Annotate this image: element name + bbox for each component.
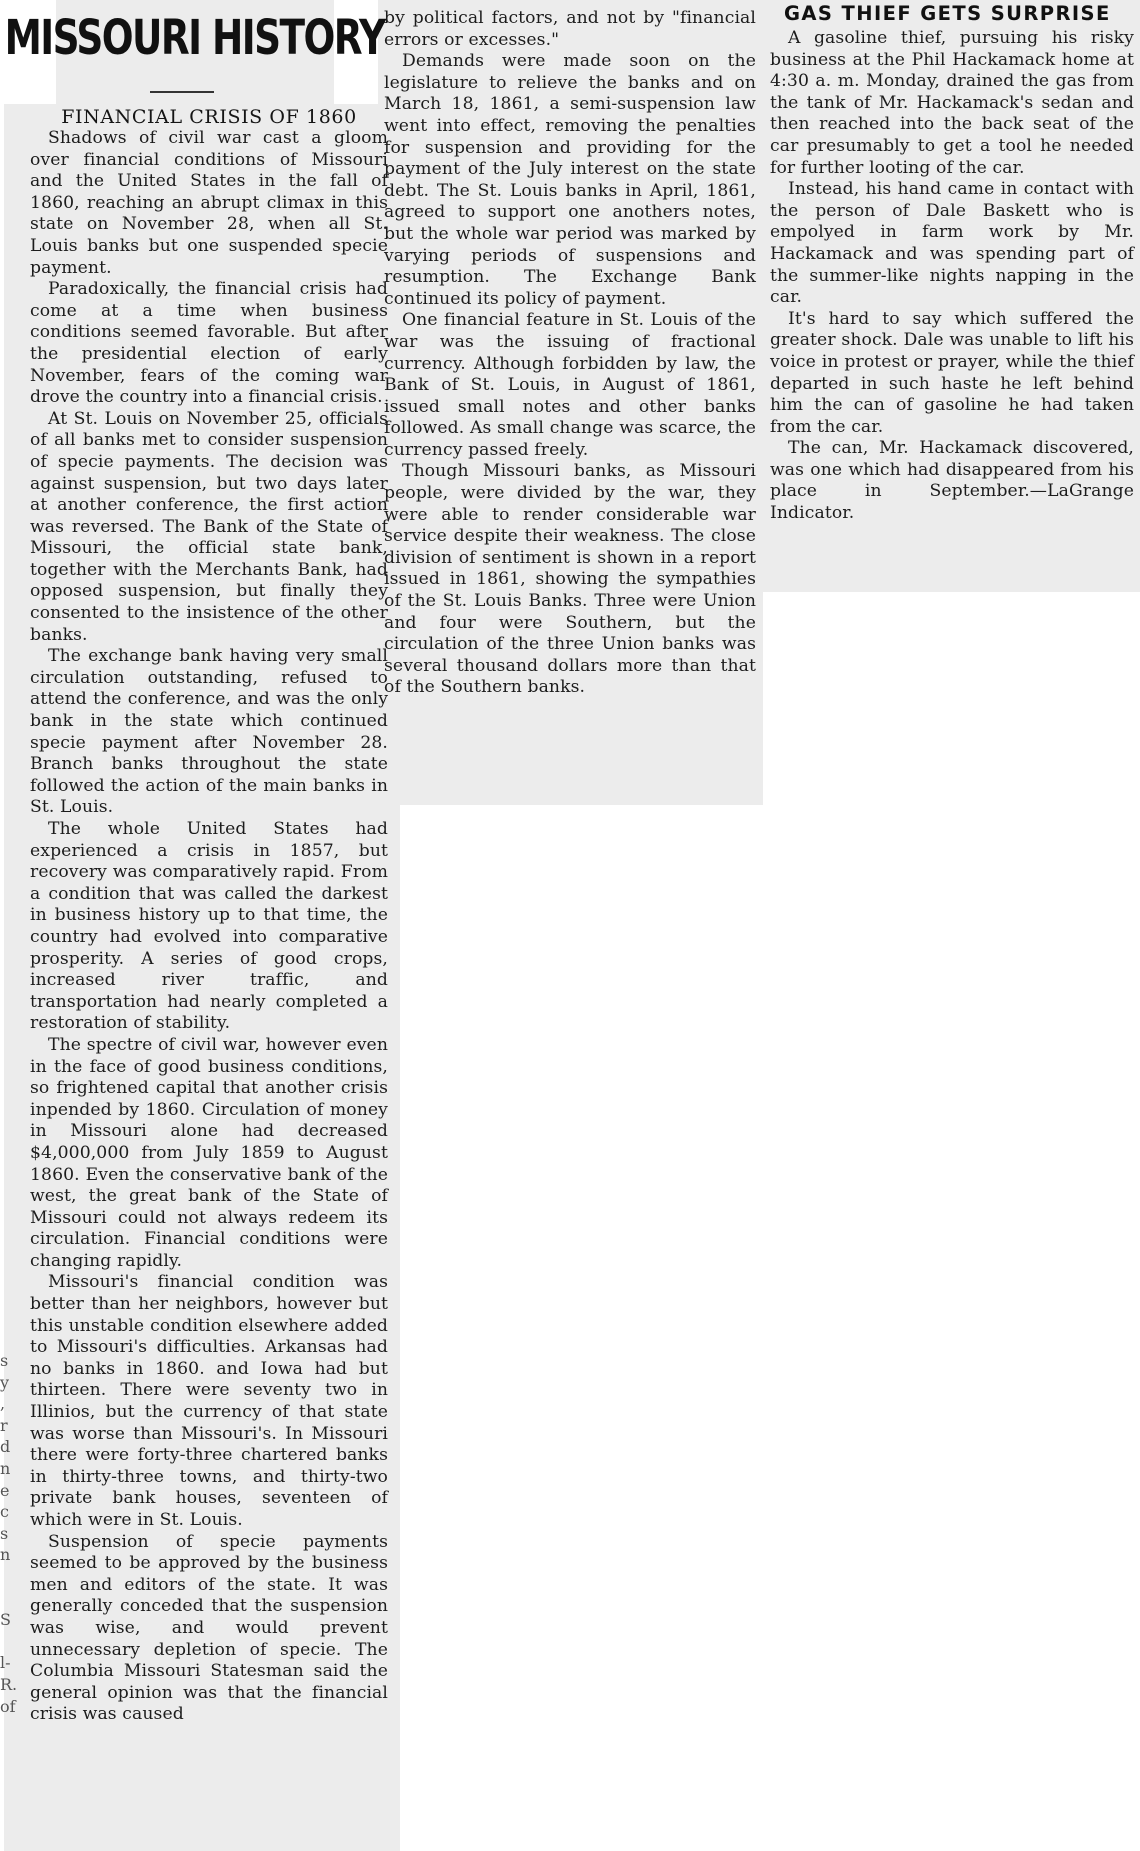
paragraph: At St. Louis on November 25, officials of all banks met to consider suspension of specie payments. The decision was against suspension, but two days later at another conference, the first action was reversed. The Bank of the State of Missouri, the official state bank, together with the Merchants Bank, had opposed suspension, but finally they consented to the insistence of the other banks.	[30, 408, 388, 645]
paragraph: by political factors, and not by "financial errors or excesses."	[384, 8, 756, 50]
margin-fragment	[0, 1631, 22, 1653]
margin-fragment: l-	[0, 1653, 11, 1673]
paragraph: Shadows of civil war cast a gloom over financial conditions of Missouri and the United States in the fall of 1860, reaching an abrupt climax in this state on November 28, when all St. Louis banks but one suspended specie payment.	[30, 128, 388, 278]
article-subhead: FINANCIAL CRISIS OF 1860	[61, 106, 357, 128]
masthead	[5, 6, 386, 70]
margin-fragment: ,	[0, 1394, 6, 1414]
margin-fragment: S	[0, 1610, 11, 1630]
paragraph: Though Missouri banks, as Missouri people, were divided by the war, they were able to render considerable war service despite their weakness. The close division of sentiment is shown in a report issued in 1861, showing the sympathies of the St. Louis Banks. Three were Union and four were Southern, but the circulation of the three Union banks was several thousand dollars more than that of the Southern banks.	[384, 461, 756, 698]
paragraph: The exchange bank having very small circulation outstanding, refused to attend the conference, and was the only bank in the state which continued specie payment after November 28. Branch banks throughout the state followed the action of the main banks in St. Louis.	[30, 646, 388, 818]
paragraph: One financial feature in St. Louis of the war was the issuing of fractional currency. Although forbidden by law, the Bank of St. Louis, in August of 1861, issued small notes and other banks followed. As small change was scarce, the currency passed freely.	[384, 310, 756, 460]
margin-fragment: s	[0, 1523, 9, 1543]
column-2-body	[384, 8, 756, 699]
margin-fragment: n	[0, 1545, 11, 1565]
margin-fragment: s	[0, 1351, 9, 1370]
paragraph: Instead, his hand came in contact with the person of Dale Baskett who is empolyed in farm work by Mr. Hackamack and was spending part of the summer-like nights napping in the car.	[770, 179, 1134, 308]
paragraph: The spectre of civil war, however even in the face of good business conditions, so frightened capital that another crisis inpended by 1860. Circulation of money in Missouri alone had decreased $4,000,000 from July 1859 to August 1860. Even the conservative bank of the west, the great bank of the State of Missouri could not always redeem its circulation. Financial conditions were changing rapidly.	[30, 1034, 388, 1271]
masthead-rule	[150, 91, 214, 93]
paragraph: It's hard to say which suffered the greater shock. Dale was unable to lift his voice in protest or prayer, while the thief departed in such haste he left behind him the can of gasoline he had taken from the car.	[770, 308, 1134, 437]
paragraph: Missouri's financial condition was better than her neighbors, however but this unstable condition elsewhere added to Missouri's difficulties. Arkansas had no banks in 1860. and Iowa had but thirteen. There were seventy two in Illinios, but the currency of that state was worse than Missouri's. In Missouri there were forty-three chartered banks in thirty-three towns, and thirty-two private bank houses, seventeen of which were in St. Louis.	[30, 1272, 388, 1530]
column-3-body	[770, 28, 1134, 525]
paragraph: Paradoxically, the financial crisis had come at a time when business conditions seemed favorable. But after the presidential election of early November, fears of the coming war drove the country into a financial crisis.	[30, 279, 388, 408]
margin-fragment: n	[0, 1458, 11, 1478]
margin-fragment: d	[0, 1437, 11, 1457]
margin-fragment: of	[0, 1696, 16, 1716]
gas-thief-headline: GAS THIEF GETS SURPRISE	[784, 2, 1111, 25]
margin-fragment: e	[0, 1480, 10, 1500]
masthead-title: MISSOURI HISTORY	[5, 10, 386, 66]
margin-fragment: y	[0, 1372, 10, 1392]
paragraph: The can, Mr. Hackamack discovered, was one which had disappeared from his place in September.—LaGrange Indicator.	[770, 438, 1134, 524]
column-1-body	[30, 128, 388, 1726]
left-margin-fragments	[0, 1350, 22, 1717]
margin-fragment: R.	[0, 1674, 18, 1694]
paragraph: Suspension of specie payments seemed to be approved by the business men and editors of the state. It was generally conceded that the suspension was wise, and would prevent unnecessary depletion of specie. The Columbia Missouri Statesman said the general opinion was that the financial crisis was caused	[30, 1531, 388, 1725]
margin-fragment	[0, 1588, 22, 1610]
margin-fragment: c	[0, 1502, 9, 1522]
margin-fragment: r	[0, 1415, 8, 1435]
paragraph: The whole United States had experienced a crisis in 1857, but recovery was comparatively rapid. From a condition that was called the darkest in business history up to that time, the country had evolved into comparative prosperity. A series of good crops, increased river traffic, and transportation had nearly completed a restoration of stability.	[30, 819, 388, 1034]
margin-fragment	[0, 1566, 22, 1588]
paragraph: A gasoline thief, pursuing his risky business at the Phil Hackamack home at 4:30 a. m. Monday, drained the gas from the tank of Mr. Hackamack's sedan and then reached into the back seat of the car presumably to get a tool he needed for further looting of the car.	[770, 28, 1134, 178]
paragraph: Demands were made soon on the legislature to relieve the banks and on March 18, 1861, a semi-suspension law went into effect, removing the penalties for suspension and providing for the payment of the July interest on the state debt. The St. Louis banks in April, 1861, agreed to support one anothers notes, but the whole war period was marked by varying periods of suspensions and resumption. The Exchange Bank continued its policy of payment.	[384, 51, 756, 309]
